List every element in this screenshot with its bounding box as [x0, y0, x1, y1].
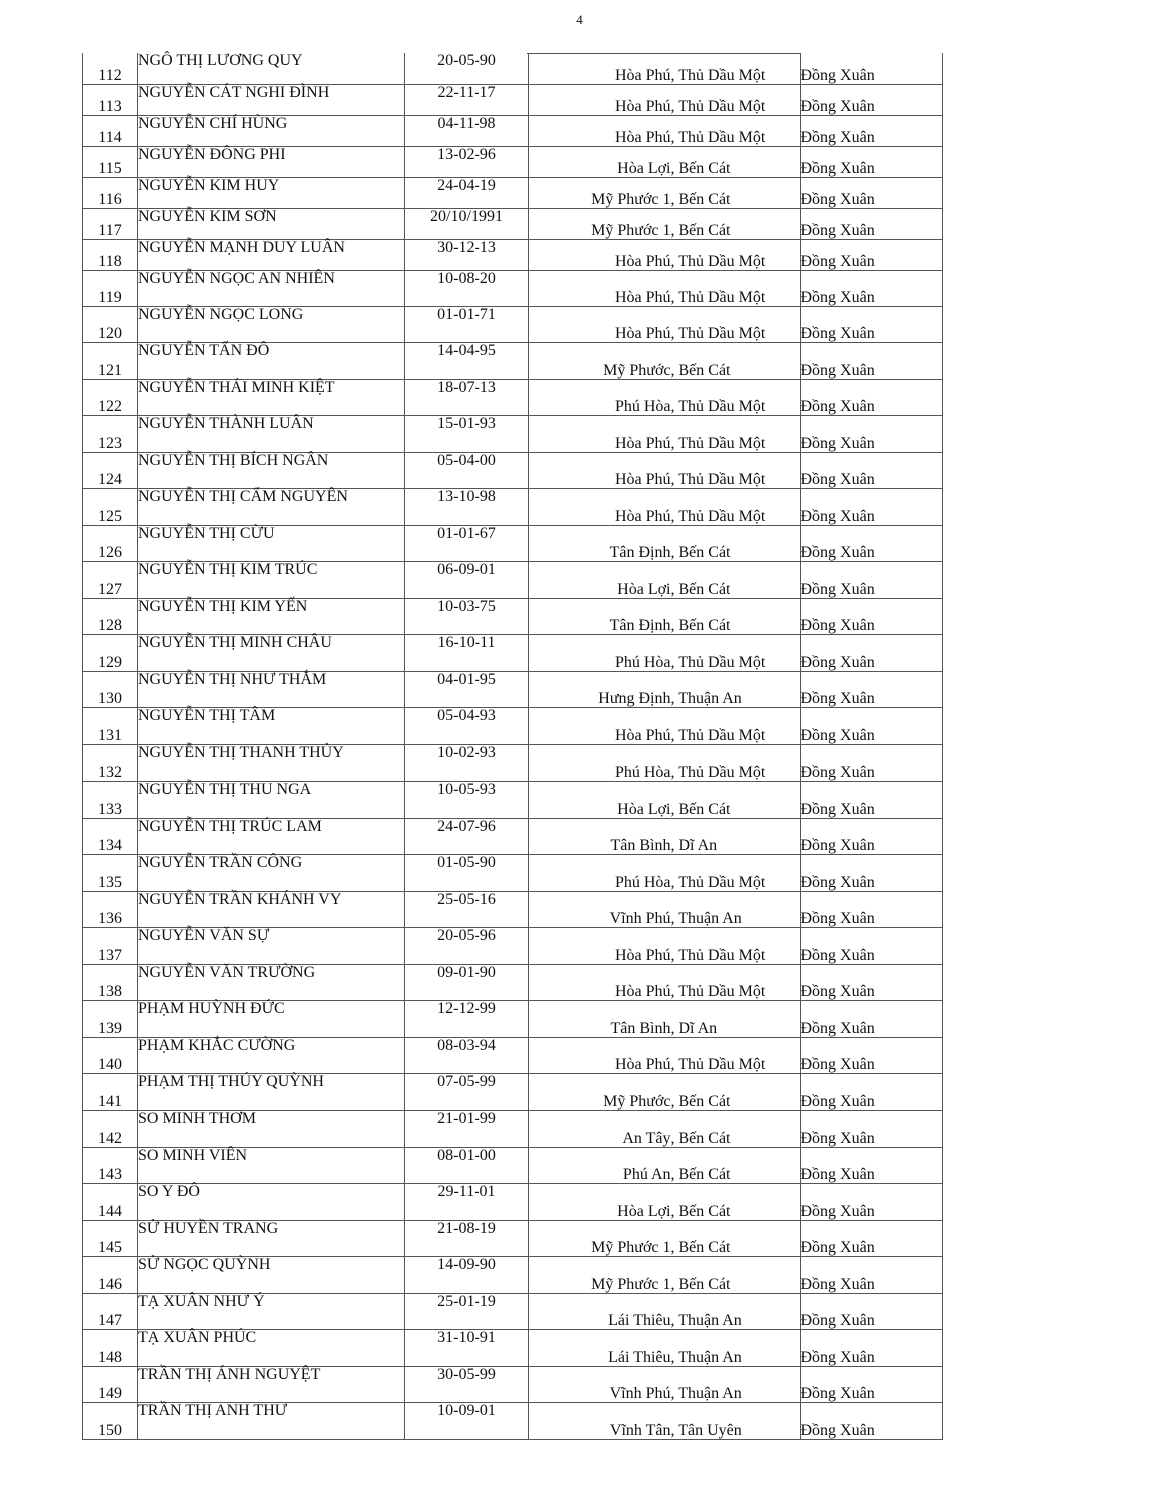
- town-name: , Thủ Dầu Một: [671, 379, 801, 415]
- table-row: [83, 488, 943, 525]
- table-row: [83, 84, 943, 115]
- table-row: [83, 1147, 943, 1183]
- table-row: [83, 1183, 943, 1220]
- birth-date: 18-07-13: [405, 379, 529, 415]
- full-name: NGUYỄN VĂN SỰ: [138, 927, 405, 964]
- row-number: 137: [83, 927, 138, 964]
- origin-district: Đồng Xuân: [800, 1329, 942, 1366]
- birth-date: 01-01-71: [405, 306, 529, 342]
- origin-district: Đồng Xuân: [800, 84, 942, 115]
- ward-name: Hòa Phú: [529, 415, 671, 452]
- ward-name: Hòa Phú: [529, 1037, 671, 1073]
- town-name: , Bến Cát: [671, 781, 801, 818]
- ward-name: Vĩnh Tân: [529, 1402, 671, 1439]
- birth-date: 12-12-99: [405, 1000, 529, 1037]
- full-name: NGUYỄN THỊ CẨM NGUYÊN: [138, 488, 405, 525]
- full-name: NGUYỄN THỊ MINH CHÂU: [138, 634, 405, 671]
- town-name: , Thủ Dầu Một: [671, 84, 801, 115]
- town-name: , Bến Cát: [671, 561, 801, 598]
- origin-district: Đồng Xuân: [800, 561, 942, 598]
- full-name: SỬ NGỌC QUỲNH: [138, 1256, 405, 1293]
- birth-date: 30-12-13: [405, 239, 529, 270]
- birth-date: 05-04-00: [405, 452, 529, 488]
- row-number: 133: [83, 781, 138, 818]
- full-name: TẠ XUÂN NHƯ Ý: [138, 1293, 405, 1329]
- row-number: 120: [83, 306, 138, 342]
- birth-date: 10-05-93: [405, 781, 529, 818]
- table-row: [83, 115, 943, 146]
- origin-district: Đồng Xuân: [800, 891, 942, 927]
- town-name: , Thủ Dầu Một: [671, 744, 801, 781]
- row-number: 139: [83, 1000, 138, 1037]
- row-number: 122: [83, 379, 138, 415]
- origin-district: Đồng Xuân: [800, 306, 942, 342]
- row-number: 118: [83, 239, 138, 270]
- town-name: , Thủ Dầu Một: [671, 964, 801, 1000]
- table-row: [83, 561, 943, 598]
- table-row: [83, 53, 943, 84]
- full-name: NGUYỄN CHÍ HÙNG: [138, 115, 405, 146]
- origin-district: Đồng Xuân: [800, 671, 942, 707]
- town-name: , Thủ Dầu Một: [671, 927, 801, 964]
- origin-district: Đồng Xuân: [800, 1402, 942, 1439]
- origin-district: Đồng Xuân: [800, 1073, 942, 1110]
- full-name: NGUYỄN ĐÔNG PHI: [138, 146, 405, 177]
- origin-district: Đồng Xuân: [800, 379, 942, 415]
- birth-date: 08-01-00: [405, 1147, 529, 1183]
- town-name: , Thủ Dầu Một: [671, 854, 801, 891]
- row-number: 136: [83, 891, 138, 927]
- ward-name: Hòa Phú: [529, 452, 671, 488]
- row-number: 147: [83, 1293, 138, 1329]
- town-name: , Bến Cát: [671, 1147, 801, 1183]
- row-number: 134: [83, 818, 138, 854]
- full-name: NGUYỄN THỊ KIM TRÚC: [138, 561, 405, 598]
- row-number: 112: [83, 53, 138, 84]
- town-name: , Thuận An: [671, 1293, 801, 1329]
- origin-district: Đồng Xuân: [800, 1293, 942, 1329]
- town-name: , Bến Cát: [671, 146, 801, 177]
- table-row: [83, 1037, 943, 1073]
- town-name: , Thủ Dầu Một: [671, 488, 801, 525]
- row-number: 141: [83, 1073, 138, 1110]
- full-name: NGUYỄN MẠNH DUY LUÂN: [138, 239, 405, 270]
- birth-date: 20/10/1991: [405, 208, 529, 239]
- row-number: 142: [83, 1110, 138, 1147]
- row-number: 114: [83, 115, 138, 146]
- origin-district: Đồng Xuân: [800, 1037, 942, 1073]
- resident-table: [82, 53, 943, 1440]
- table-row: [83, 525, 943, 561]
- town-name: , Dĩ An: [671, 1000, 801, 1037]
- town-name: , Bến Cát: [671, 1183, 801, 1220]
- row-number: 116: [83, 177, 138, 208]
- row-number: 127: [83, 561, 138, 598]
- origin-district: Đồng Xuân: [800, 53, 942, 84]
- birth-date: 25-05-16: [405, 891, 529, 927]
- table-row: [83, 1293, 943, 1329]
- table-row: [83, 146, 943, 177]
- full-name: NGÔ THỊ LƯƠNG QUY: [138, 53, 405, 84]
- full-name: SO Y ĐÔ: [138, 1183, 405, 1220]
- ward-name: Mỹ Phước 1: [529, 1220, 671, 1256]
- full-name: NGUYỄN THỊ TRÚC LAM: [138, 818, 405, 854]
- full-name: PHẠM HUỲNH ĐỨC: [138, 1000, 405, 1037]
- row-number: 146: [83, 1256, 138, 1293]
- row-number: 115: [83, 146, 138, 177]
- full-name: NGUYỄN VĂN TRƯỜNG: [138, 964, 405, 1000]
- full-name: NGUYỄN THÀNH LUÂN: [138, 415, 405, 452]
- town-name: , Thủ Dầu Một: [671, 115, 801, 146]
- table-row: [83, 452, 943, 488]
- birth-date: 24-07-96: [405, 818, 529, 854]
- table-row: [83, 744, 943, 781]
- resident-table-body: [83, 53, 943, 1439]
- row-number: 129: [83, 634, 138, 671]
- origin-district: Đồng Xuân: [800, 488, 942, 525]
- ward-name: Hòa Phú: [529, 488, 671, 525]
- birth-date: 01-01-67: [405, 525, 529, 561]
- ward-name: Phú Hòa: [529, 854, 671, 891]
- full-name: NGUYỄN TRẦN CÔNG: [138, 854, 405, 891]
- birth-date: 20-05-90: [405, 53, 529, 84]
- town-name: , Thuận An: [671, 1329, 801, 1366]
- origin-district: Đồng Xuân: [800, 239, 942, 270]
- row-number: 145: [83, 1220, 138, 1256]
- ward-name: Hòa Lợi: [529, 781, 671, 818]
- row-number: 148: [83, 1329, 138, 1366]
- ward-name: Tân Định: [529, 525, 671, 561]
- town-name: , Bến Cát: [671, 1220, 801, 1256]
- full-name: NGUYỄN THỊ KIM YẾN: [138, 598, 405, 634]
- full-name: SO MINH THƠM: [138, 1110, 405, 1147]
- row-number: 117: [83, 208, 138, 239]
- full-name: NGUYỄN THỊ THU NGA: [138, 781, 405, 818]
- origin-district: Đồng Xuân: [800, 342, 942, 379]
- full-name: NGUYỄN CÁT NGHI ĐÌNH: [138, 84, 405, 115]
- row-number: 130: [83, 671, 138, 707]
- table-row: [83, 927, 943, 964]
- origin-district: Đồng Xuân: [800, 1000, 942, 1037]
- full-name: NGUYỄN THÁI MINH KIỆT: [138, 379, 405, 415]
- page-number: 4: [576, 12, 583, 27]
- full-name: NGUYỄN THỊ NHƯ THẮM: [138, 671, 405, 707]
- origin-district: Đồng Xuân: [800, 634, 942, 671]
- origin-district: Đồng Xuân: [800, 707, 942, 744]
- birth-date: 14-04-95: [405, 342, 529, 379]
- table-row: [83, 818, 943, 854]
- birth-date: 31-10-91: [405, 1329, 529, 1366]
- row-number: 125: [83, 488, 138, 525]
- origin-district: Đồng Xuân: [800, 1147, 942, 1183]
- full-name: NGUYỄN THỊ BÍCH NGÂN: [138, 452, 405, 488]
- table-row: [83, 306, 943, 342]
- table-row: [83, 634, 943, 671]
- table-row: [83, 1256, 943, 1293]
- ward-name: Mỹ Phước: [529, 1073, 671, 1110]
- ward-name: Mỹ Phước 1: [529, 177, 671, 208]
- full-name: NGUYỄN KIM SƠN: [138, 208, 405, 239]
- ward-name: Hòa Phú: [529, 927, 671, 964]
- ward-name: Hòa Phú: [529, 115, 671, 146]
- full-name: PHẠM KHẮC CƯỜNG: [138, 1037, 405, 1073]
- ward-name: Hòa Phú: [529, 239, 671, 270]
- ward-name: Tân Định: [529, 598, 671, 634]
- ward-name: Hòa Phú: [529, 707, 671, 744]
- table-row: [83, 1110, 943, 1147]
- full-name: SO MINH VIÊN: [138, 1147, 405, 1183]
- town-name: , Thủ Dầu Một: [671, 415, 801, 452]
- table-row: [83, 1000, 943, 1037]
- birth-date: 20-05-96: [405, 927, 529, 964]
- origin-district: Đồng Xuân: [800, 525, 942, 561]
- full-name: NGUYỄN KIM HUY: [138, 177, 405, 208]
- birth-date: 04-11-98: [405, 115, 529, 146]
- origin-district: Đồng Xuân: [800, 1366, 942, 1402]
- row-number: 119: [83, 270, 138, 306]
- town-name: , Thủ Dầu Một: [671, 239, 801, 270]
- full-name: NGUYỄN THỊ CỪU: [138, 525, 405, 561]
- town-name: , Thủ Dầu Một: [671, 707, 801, 744]
- origin-district: Đồng Xuân: [800, 208, 942, 239]
- row-number: 113: [83, 84, 138, 115]
- town-name: , Thủ Dầu Một: [671, 270, 801, 306]
- full-name: NGUYỄN NGỌC LONG: [138, 306, 405, 342]
- birth-date: 15-01-93: [405, 415, 529, 452]
- ward-name: Hòa Phú: [529, 84, 671, 115]
- ward-name: Lái Thiêu: [529, 1329, 671, 1366]
- origin-district: Đồng Xuân: [800, 1256, 942, 1293]
- full-name: NGUYỄN TẤN ĐÔ: [138, 342, 405, 379]
- full-name: NGUYỄN NGỌC AN NHIÊN: [138, 270, 405, 306]
- town-name: , Bến Cát: [671, 342, 801, 379]
- town-name: , Thuận An: [671, 671, 801, 707]
- table-row: [83, 707, 943, 744]
- birth-date: 22-11-17: [405, 84, 529, 115]
- table-row: [83, 854, 943, 891]
- birth-date: 01-05-90: [405, 854, 529, 891]
- town-name: , Thuận An: [671, 891, 801, 927]
- ward-name: Tân Bình: [529, 1000, 671, 1037]
- row-number: 150: [83, 1402, 138, 1439]
- birth-date: 09-01-90: [405, 964, 529, 1000]
- ward-name: Hòa Phú: [529, 306, 671, 342]
- row-number: 132: [83, 744, 138, 781]
- row-number: 140: [83, 1037, 138, 1073]
- town-name: , Thuận An: [671, 1366, 801, 1402]
- row-number: 126: [83, 525, 138, 561]
- ward-name: Hòa Lợi: [529, 146, 671, 177]
- full-name: PHẠM THỊ THÚY QUỲNH: [138, 1073, 405, 1110]
- town-name: , Dĩ An: [671, 818, 801, 854]
- table-row: [83, 379, 943, 415]
- table-row: [83, 1402, 943, 1439]
- town-name: , Bến Cát: [671, 598, 801, 634]
- ward-name: Vĩnh Phú: [529, 891, 671, 927]
- birth-date: 13-10-98: [405, 488, 529, 525]
- row-number: 131: [83, 707, 138, 744]
- full-name: SỬ HUYỀN TRANG: [138, 1220, 405, 1256]
- ward-name: Phú An: [529, 1147, 671, 1183]
- birth-date: 06-09-01: [405, 561, 529, 598]
- ward-name: Tân Bình: [529, 818, 671, 854]
- table-row: [83, 177, 943, 208]
- birth-date: 16-10-11: [405, 634, 529, 671]
- ward-name: Hưng Định: [529, 671, 671, 707]
- ward-name: An Tây: [529, 1110, 671, 1147]
- table-row: [83, 598, 943, 634]
- full-name: TRẦN THỊ ANH THƯ: [138, 1402, 405, 1439]
- full-name: NGUYỄN TRẦN KHÁNH VY: [138, 891, 405, 927]
- origin-district: Đồng Xuân: [800, 818, 942, 854]
- table-row: [83, 239, 943, 270]
- origin-district: Đồng Xuân: [800, 177, 942, 208]
- town-name: , Bến Cát: [671, 525, 801, 561]
- row-number: 124: [83, 452, 138, 488]
- table-row: [83, 671, 943, 707]
- birth-date: 13-02-96: [405, 146, 529, 177]
- table-row: [83, 1073, 943, 1110]
- origin-district: Đồng Xuân: [800, 1183, 942, 1220]
- row-number: 138: [83, 964, 138, 1000]
- ward-name: Hòa Lợi: [529, 561, 671, 598]
- row-number: 149: [83, 1366, 138, 1402]
- origin-district: Đồng Xuân: [800, 415, 942, 452]
- origin-district: Đồng Xuân: [800, 146, 942, 177]
- origin-district: Đồng Xuân: [800, 598, 942, 634]
- ward-name: Mỹ Phước 1: [529, 1256, 671, 1293]
- row-number: 123: [83, 415, 138, 452]
- town-name: , Tân Uyên: [671, 1402, 801, 1439]
- birth-date: 10-08-20: [405, 270, 529, 306]
- birth-date: 07-05-99: [405, 1073, 529, 1110]
- row-number: 128: [83, 598, 138, 634]
- full-name: NGUYỄN THỊ THANH THỦY: [138, 744, 405, 781]
- table-row: [83, 1329, 943, 1366]
- birth-date: 05-04-93: [405, 707, 529, 744]
- ward-name: Phú Hòa: [529, 379, 671, 415]
- birth-date: 24-04-19: [405, 177, 529, 208]
- birth-date: 08-03-94: [405, 1037, 529, 1073]
- town-name: , Bến Cát: [671, 177, 801, 208]
- table-row: [83, 342, 943, 379]
- birth-date: 10-09-01: [405, 1402, 529, 1439]
- ward-name: Mỹ Phước 1: [529, 208, 671, 239]
- origin-district: Đồng Xuân: [800, 781, 942, 818]
- ward-name: Lái Thiêu: [529, 1293, 671, 1329]
- ward-name: Mỹ Phước: [529, 342, 671, 379]
- origin-district: Đồng Xuân: [800, 854, 942, 891]
- table-row: [83, 1366, 943, 1402]
- row-number: 135: [83, 854, 138, 891]
- birth-date: 10-03-75: [405, 598, 529, 634]
- table-row: [83, 964, 943, 1000]
- birth-date: 21-08-19: [405, 1220, 529, 1256]
- town-name: , Bến Cát: [671, 1256, 801, 1293]
- table-row: [83, 415, 943, 452]
- birth-date: 21-01-99: [405, 1110, 529, 1147]
- ward-name: Hòa Lợi: [529, 1183, 671, 1220]
- town-name: , Thủ Dầu Một: [671, 306, 801, 342]
- birth-date: 30-05-99: [405, 1366, 529, 1402]
- table-row: [83, 891, 943, 927]
- table-row: [83, 208, 943, 239]
- town-name: , Bến Cát: [671, 1110, 801, 1147]
- town-name: , Thủ Dầu Một: [671, 634, 801, 671]
- origin-district: Đồng Xuân: [800, 1220, 942, 1256]
- origin-district: Đồng Xuân: [800, 115, 942, 146]
- origin-district: Đồng Xuân: [800, 927, 942, 964]
- birth-date: 14-09-90: [405, 1256, 529, 1293]
- town-name: , Thủ Dầu Một: [671, 1037, 801, 1073]
- town-name: , Bến Cát: [671, 208, 801, 239]
- row-number: 143: [83, 1147, 138, 1183]
- row-number: 121: [83, 342, 138, 379]
- birth-date: 04-01-95: [405, 671, 529, 707]
- town-name: , Thủ Dầu Một: [671, 452, 801, 488]
- origin-district: Đồng Xuân: [800, 270, 942, 306]
- full-name: TRẦN THỊ ÁNH NGUYỆT: [138, 1366, 405, 1402]
- birth-date: 29-11-01: [405, 1183, 529, 1220]
- table-row: [83, 1220, 943, 1256]
- full-name: NGUYỄN THỊ TÂM: [138, 707, 405, 744]
- origin-district: Đồng Xuân: [800, 744, 942, 781]
- table-row: [83, 781, 943, 818]
- full-name: TẠ XUÂN PHÚC: [138, 1329, 405, 1366]
- table-row: [83, 270, 943, 306]
- row-number: 144: [83, 1183, 138, 1220]
- town-name: , Bến Cát: [671, 1073, 801, 1110]
- ward-name: Phú Hòa: [529, 744, 671, 781]
- birth-date: 10-02-93: [405, 744, 529, 781]
- birth-date: 25-01-19: [405, 1293, 529, 1329]
- origin-district: Đồng Xuân: [800, 1110, 942, 1147]
- ward-name: Phú Hòa: [529, 634, 671, 671]
- ward-name: Hòa Phú: [529, 270, 671, 306]
- town-name: , Thủ Dầu Một: [671, 53, 801, 84]
- origin-district: Đồng Xuân: [800, 452, 942, 488]
- origin-district: Đồng Xuân: [800, 964, 942, 1000]
- ward-name: Hòa Phú: [529, 53, 671, 84]
- ward-name: Vĩnh Phú: [529, 1366, 671, 1402]
- ward-name: Hòa Phú: [529, 964, 671, 1000]
